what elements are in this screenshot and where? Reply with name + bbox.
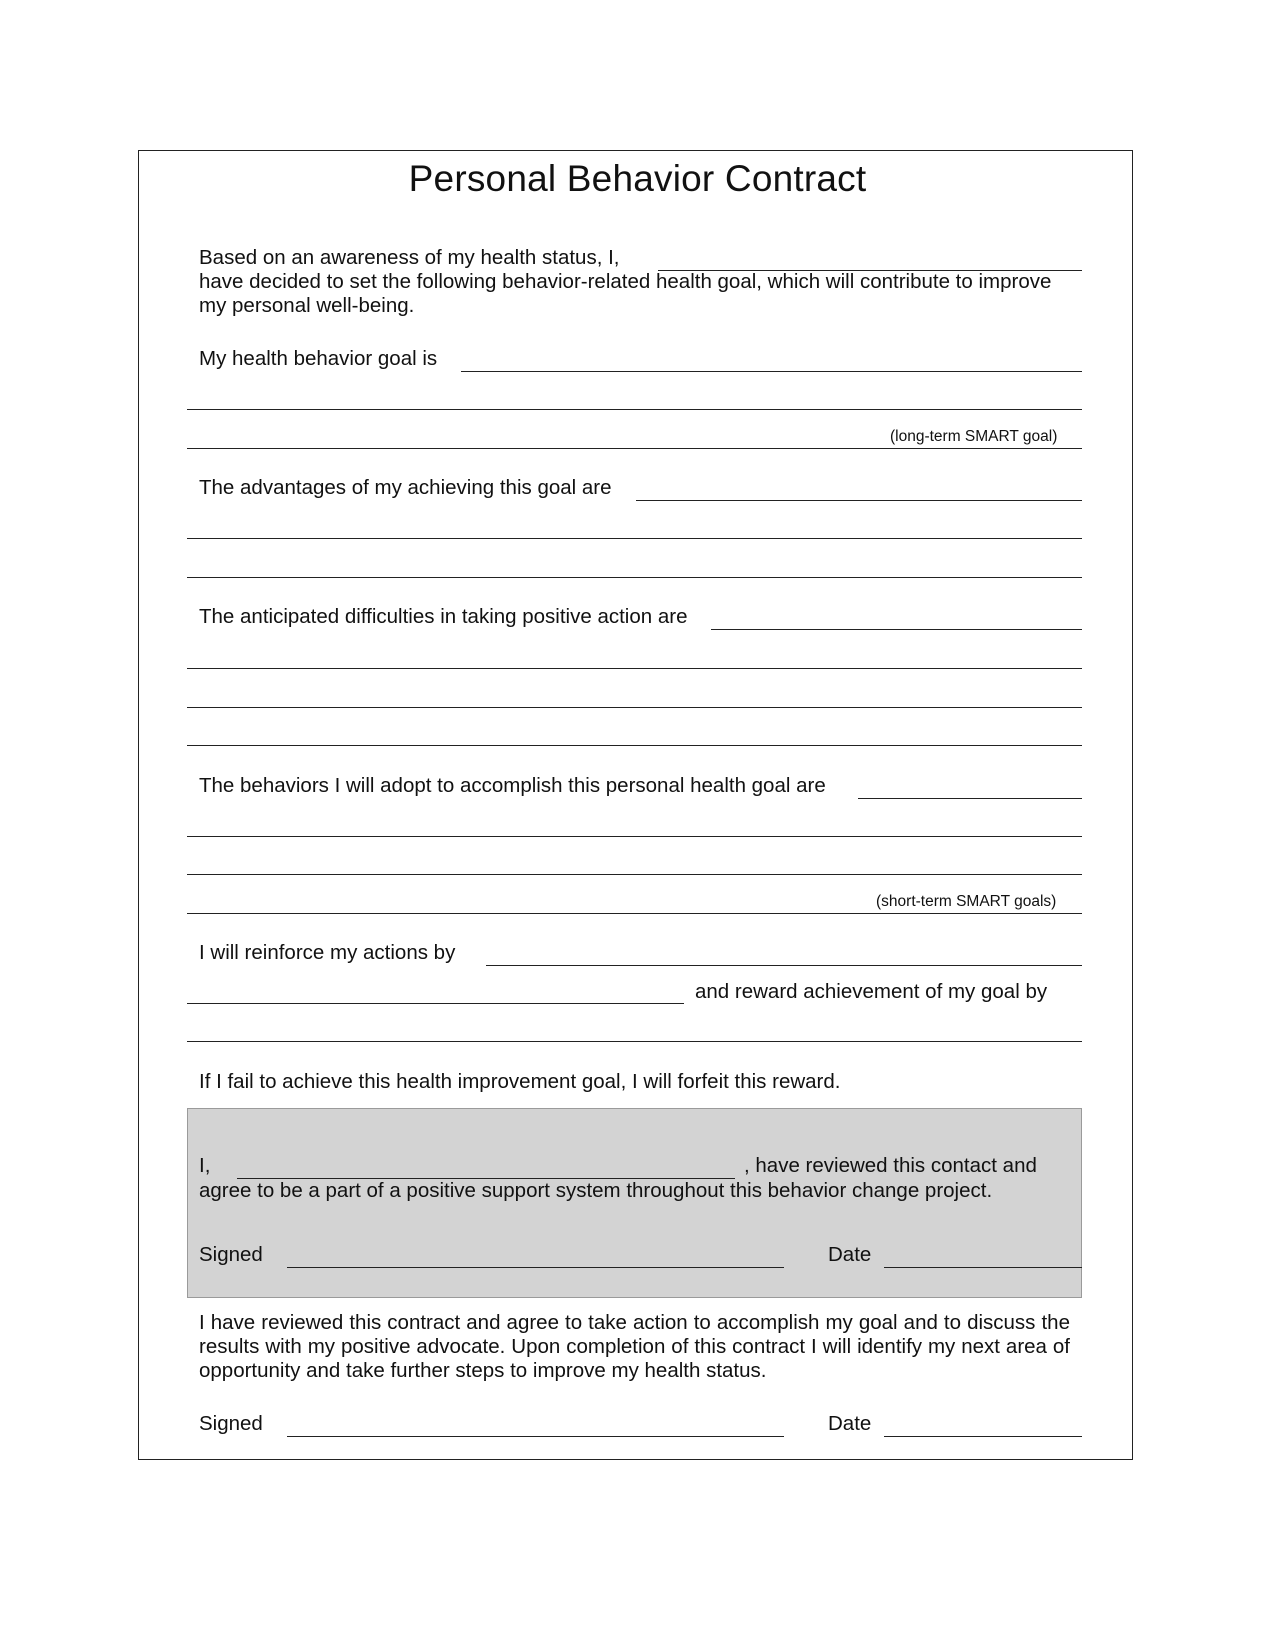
goal-note: (long-term SMART goal) <box>890 428 1058 445</box>
reinforce-field-2[interactable] <box>187 1003 684 1004</box>
intro-line-1: Based on an awareness of my health status, I, <box>199 246 620 269</box>
supporter-signed-label: Signed <box>199 1243 263 1266</box>
behaviors-field-3[interactable] <box>187 874 1082 875</box>
closing-date-label: Date <box>828 1412 872 1435</box>
goal-label: My health behavior goal is <box>199 347 438 370</box>
behaviors-label: The behaviors I will adopt to accomplish this personal health goal are <box>199 774 826 797</box>
goal-field-3[interactable] <box>187 448 1082 449</box>
behaviors-field-4[interactable] <box>187 913 1082 914</box>
difficulties-field-3[interactable] <box>187 707 1082 708</box>
reward-label: and reward achievement of my goal by <box>695 980 1048 1003</box>
supporter-signature-field[interactable] <box>287 1267 784 1268</box>
forfeit-statement: If I fail to achieve this health improvement goal, I will forfeit this reward. <box>199 1070 841 1093</box>
supporter-section <box>187 1108 1082 1298</box>
difficulties-field-4[interactable] <box>187 745 1082 746</box>
reinforce-label: I will reinforce my actions by <box>199 941 456 964</box>
closing-signed-label: Signed <box>199 1412 263 1435</box>
reinforce-field[interactable] <box>486 965 1082 966</box>
advantages-field-1[interactable] <box>636 500 1082 501</box>
supporter-date-field[interactable] <box>884 1267 1082 1268</box>
intro-line-2: have decided to set the following behavior-related health goal, which will contribute to improve <box>199 270 1052 293</box>
closing-signature-field[interactable] <box>287 1436 784 1437</box>
closing-date-field[interactable] <box>884 1436 1082 1437</box>
behaviors-field-1[interactable] <box>858 798 1082 799</box>
goal-field-2[interactable] <box>187 409 1082 410</box>
reward-field[interactable] <box>187 1041 1082 1042</box>
difficulties-field-1[interactable] <box>711 629 1082 630</box>
closing-paragraph: I have reviewed this contract and agree to take action to accomplish my goal and to discuss the results with my positive advocate. Upon completion of this contract I will identify my next area of opportunity and take further steps to improve my health status. <box>199 1311 1070 1382</box>
intro-line-3: my personal well-being. <box>199 294 415 317</box>
difficulties-field-2[interactable] <box>187 668 1082 669</box>
supporter-suffix: , have reviewed this contact and <box>744 1154 1037 1177</box>
page-title: Personal Behavior Contract <box>408 158 867 199</box>
advantages-label: The advantages of my achieving this goal are <box>199 476 612 499</box>
difficulties-label: The anticipated difficulties in taking positive action are <box>199 605 688 628</box>
supporter-line-2: agree to be a part of a positive support system throughout this behavior change project. <box>199 1179 993 1202</box>
advantages-field-3[interactable] <box>187 577 1082 578</box>
supporter-date-label: Date <box>828 1243 872 1266</box>
supporter-prefix: I, <box>199 1154 211 1177</box>
behaviors-field-2[interactable] <box>187 836 1082 837</box>
behaviors-note: (short-term SMART goals) <box>876 893 1057 910</box>
goal-field-1[interactable] <box>461 371 1082 372</box>
advantages-field-2[interactable] <box>187 538 1082 539</box>
